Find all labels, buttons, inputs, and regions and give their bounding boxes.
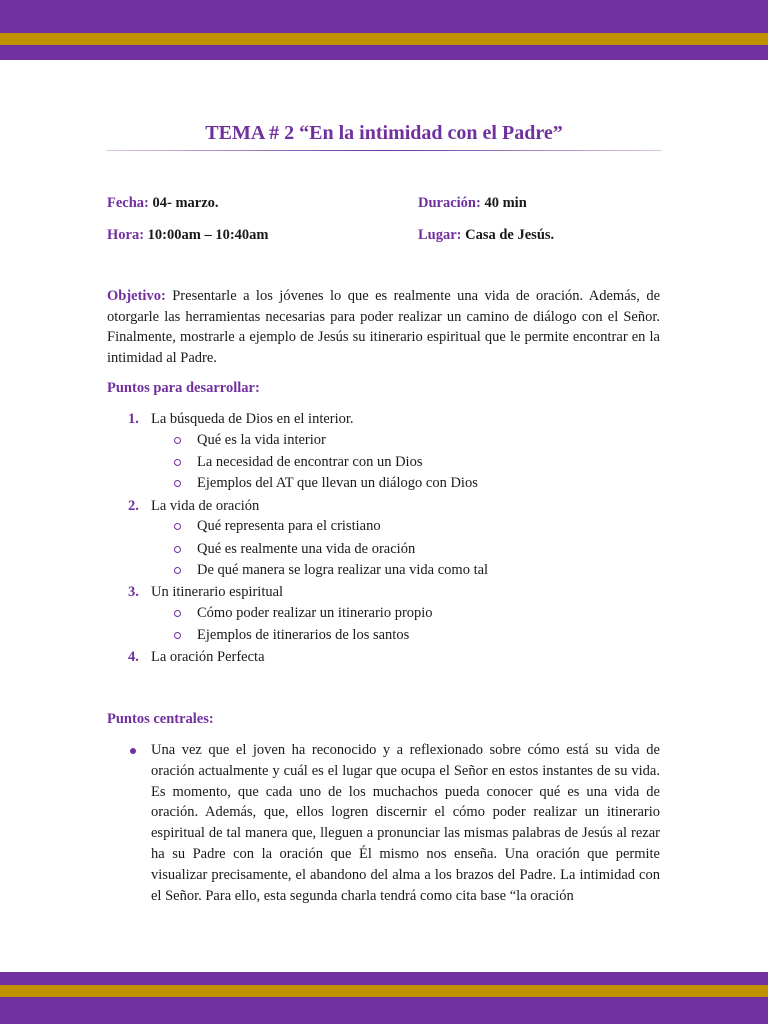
fecha-value: 04- marzo.	[152, 195, 219, 211]
objective-label: Objetivo:	[107, 288, 166, 304]
point-text: La oración Perfecta	[151, 649, 265, 665]
point-text: La búsqueda de Dios en el interior.	[151, 411, 354, 427]
point-number: 2.	[128, 498, 139, 514]
subpoint-text: Cómo poder realizar un itinerario propio	[197, 605, 433, 621]
objective-text: Presentarle a los jóvenes lo que es realmente una vida de oración. Además, de otorgarle las herramientas necesarias para poder realizar un camino de diálogo con el Señor. Finalmente, mostrarle a ejemplo de Jesús su itinerario espiritual que le permite encontrar en la intimidad al Padre.	[107, 288, 661, 366]
ring-bullet-icon	[174, 546, 181, 553]
subpoint-text: Qué representa para el cristiano	[197, 518, 381, 534]
ring-bullet-icon	[174, 567, 181, 574]
ring-bullet-icon	[174, 437, 181, 444]
hora-field	[107, 227, 269, 244]
hora-label: Hora:	[107, 227, 145, 243]
central-heading: Puntos centrales:	[107, 711, 214, 727]
point-number: 3.	[128, 584, 139, 600]
ring-bullet-icon	[174, 523, 181, 530]
duracion-field	[418, 195, 527, 212]
point-text: Un itinerario espiritual	[151, 584, 284, 600]
ring-bullet-icon	[174, 480, 181, 487]
fecha-label: Fecha:	[107, 195, 149, 211]
subpoint-text: Ejemplos del AT que llevan un diálogo con Dios	[197, 475, 478, 491]
subpoint-text: De qué manera se logra realizar una vida como tal	[197, 562, 489, 578]
lugar-value: Casa de Jesús.	[465, 227, 555, 243]
subpoint-text: La necesidad de encontrar con un Dios	[197, 454, 423, 470]
point-text: La vida de oración	[151, 498, 260, 514]
subpoint-text: Qué es realmente una vida de oración	[197, 541, 416, 557]
objective-paragraph	[107, 286, 660, 368]
hora-value: 10:00am – 10:40am	[147, 227, 269, 243]
ring-bullet-icon	[174, 459, 181, 466]
lugar-field	[418, 227, 554, 244]
ring-bullet-icon	[174, 610, 181, 617]
footer-gold-stripe	[0, 985, 768, 997]
header-gold-stripe	[0, 33, 768, 45]
ring-bullet-icon	[174, 632, 181, 639]
central-paragraph: Una vez que el joven ha reconocido y a reflexionado sobre cómo está su vida de oración actualmente y cuál es el lugar que ocupa el Señor en estos instantes de su vida. Es momento, que cada uno de los muchachos pueda conocer qué es una vida de oración. Además, que, ellos logren discernir el cómo poder realizar un itinerario espiritual de tal manera que, lleguen a pronunciar las mismas palabras de Jesús al rezar ha su Padre con la oración que Él mismo nos enseña. Una oración que permite visualizar precisamente, el abandono del alma a los brazos del Padre. La intimidad con el Señor. Para ello, esta segunda charla tendrá como cita base “la oración	[151, 742, 660, 904]
points-heading: Puntos para desarrollar:	[107, 380, 260, 396]
page-title: TEMA # 2 “En la intimidad con el Padre”	[205, 122, 563, 144]
header-band	[0, 0, 768, 60]
footer-band	[0, 972, 768, 1024]
point-number: 4.	[128, 649, 139, 665]
point-number: 1.	[128, 411, 139, 427]
duracion-label: Duración:	[418, 195, 481, 211]
subpoint-text: Qué es la vida interior	[197, 432, 326, 448]
fecha-field	[107, 195, 219, 212]
dot-bullet-icon	[130, 748, 136, 754]
duracion-value: 40 min	[484, 195, 527, 211]
lugar-label: Lugar:	[418, 227, 462, 243]
title-divider	[106, 150, 662, 151]
subpoint-text: Ejemplos de itinerarios de los santos	[197, 627, 410, 643]
